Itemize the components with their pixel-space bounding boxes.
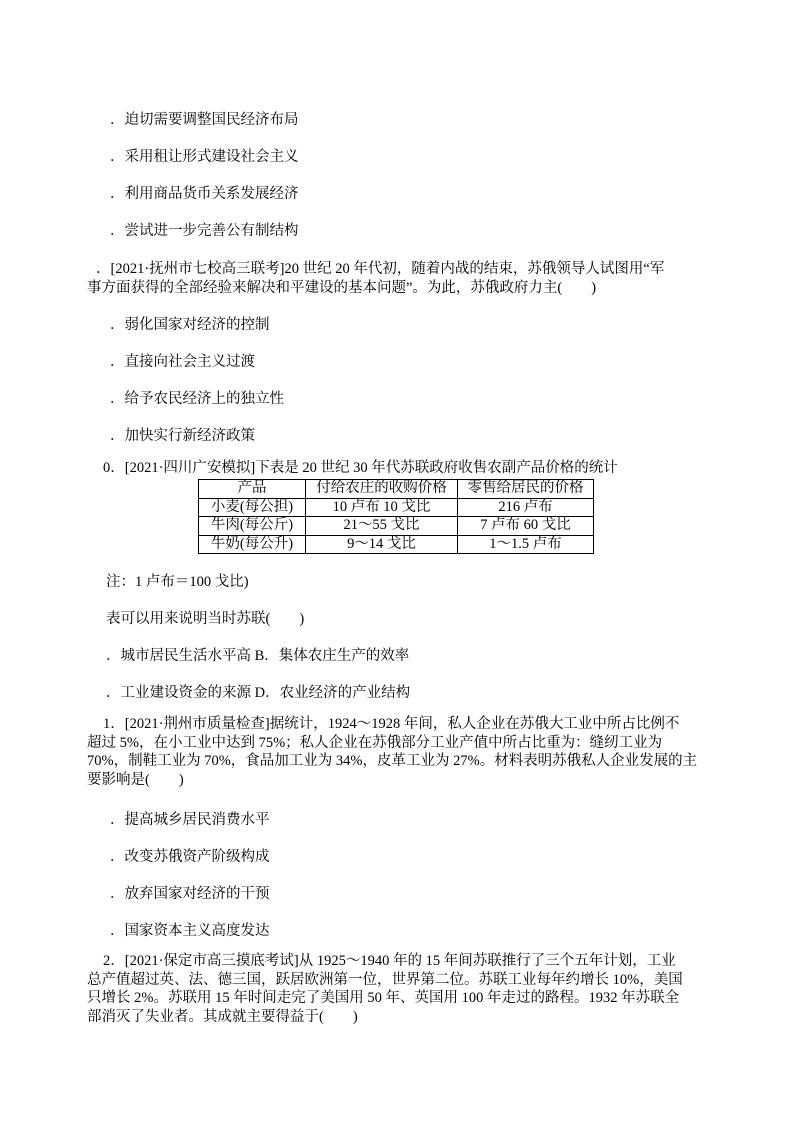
table-cell: 9～14 戈比 [306, 535, 458, 554]
table-row [199, 517, 594, 536]
question-text-line: 70%，制鞋工业为 70%，食品加工业为 34%，皮革工业为 27%。材料表明苏俄私人企业发展的主 [87, 753, 698, 770]
table-note-line: 注：1 卢布＝100 戈比) [106, 574, 249, 590]
answer-option-line: ．直接向社会主义过渡 [110, 354, 255, 370]
question-text-line: ．[2021·抚州市七校高三联考]20 世纪 20 年代初，随着内战的结束，苏俄领导人试图用“军 [96, 261, 665, 277]
question-text-line: 只增长 2%。苏联用 15 年时间走完了美国用 50 年、英国用 100 年走过的路程。1932 年苏联全 [87, 990, 680, 1007]
answer-option-line: ．弱化国家对经济的控制 [110, 317, 270, 333]
answer-option-line: ．给予农民经济上的独立性 [110, 391, 284, 407]
answer-option-line: ．尝试进一步完善公有制结构 [110, 223, 299, 239]
table-cell: 牛肉(每公斤) [199, 517, 306, 536]
table-row [199, 498, 594, 517]
table-cell: 216 卢布 [458, 498, 594, 517]
answer-option-line: ．迫切需要调整国民经济布局 [110, 112, 299, 128]
question-stem-fuzhou [87, 260, 727, 297]
question-prompt-line: 表可以用来说明当时苏联( ) [106, 611, 305, 627]
answer-option-line: ．利用商品货币关系发展经济 [110, 186, 299, 202]
table-cell: 7 卢布 60 戈比 [458, 517, 594, 536]
answer-option-line: ．国家资本主义高度发达 [110, 923, 270, 939]
question-text-line: 1．[2021·荆州市质量检查]据统计，1924～1928 年间，私人企业在苏俄大工业中所占比例不 [103, 716, 680, 732]
question-text-line: 事方面获得的全部经验来解决和平建设的基本问题”。为此，苏俄政府力主( ) [87, 279, 597, 296]
table-header-cell: 零售给居民的价格 [458, 480, 594, 499]
price-table [198, 479, 594, 554]
table-header-cell: 产品 [199, 480, 306, 499]
question-text-line: 要影响是( ) [87, 771, 184, 788]
table-row [199, 535, 594, 554]
answer-option-line: ．提高城乡居民消费水平 [110, 812, 270, 828]
question-stem-guangan: 0．[2021·四川广安模拟]下表是 20 世纪 30 年代苏联政府收售农副产品价格的统计 [103, 460, 618, 476]
table-header-row [199, 480, 594, 499]
table-cell: 1～1.5 卢布 [458, 535, 594, 554]
answer-option-line: ．加快实行新经济政策 [110, 428, 255, 444]
answer-option-line: ．放弃国家对经济的干预 [110, 886, 270, 902]
question-text-line: 总产值超过英、法、德三国，跃居欧洲第一位，世界第二位。苏联工业每年约增长 10%，美国 [87, 971, 683, 988]
table-cell: 小麦(每公担) [199, 498, 306, 517]
table-cell: 10 卢布 10 戈比 [306, 498, 458, 517]
table-cell: 牛奶(每公升) [199, 535, 306, 554]
table-cell: 21～55 戈比 [306, 517, 458, 536]
question-text-line: 部消灭了失业者。其成就主要得益于( ) [87, 1008, 358, 1025]
question-stem-baoding [87, 952, 727, 1026]
question-text-line: 超过 5%，在小工业中达到 75%；私人企业在苏俄部分工业产值中所占比重为：缝纫工业为 [87, 734, 663, 751]
answer-option-line: ．城市居民生活水平高 B．集体农庄生产的效率 [106, 648, 410, 664]
answer-option-line: ．工业建设资金的来源 D．农业经济的产业结构 [106, 685, 411, 701]
question-text-line: 2．[2021·保定市高三摸底考试]从 1925～1940 年的 15 年间苏联推行了三个五年计划，工业 [103, 953, 676, 969]
answer-option-line: ．采用租让形式建设社会主义 [110, 149, 299, 165]
table-header-cell: 付给农庄的收购价格 [306, 480, 458, 499]
answer-option-line: ．改变苏俄资产阶级构成 [110, 849, 270, 865]
question-stem-jingzhou [87, 715, 727, 789]
